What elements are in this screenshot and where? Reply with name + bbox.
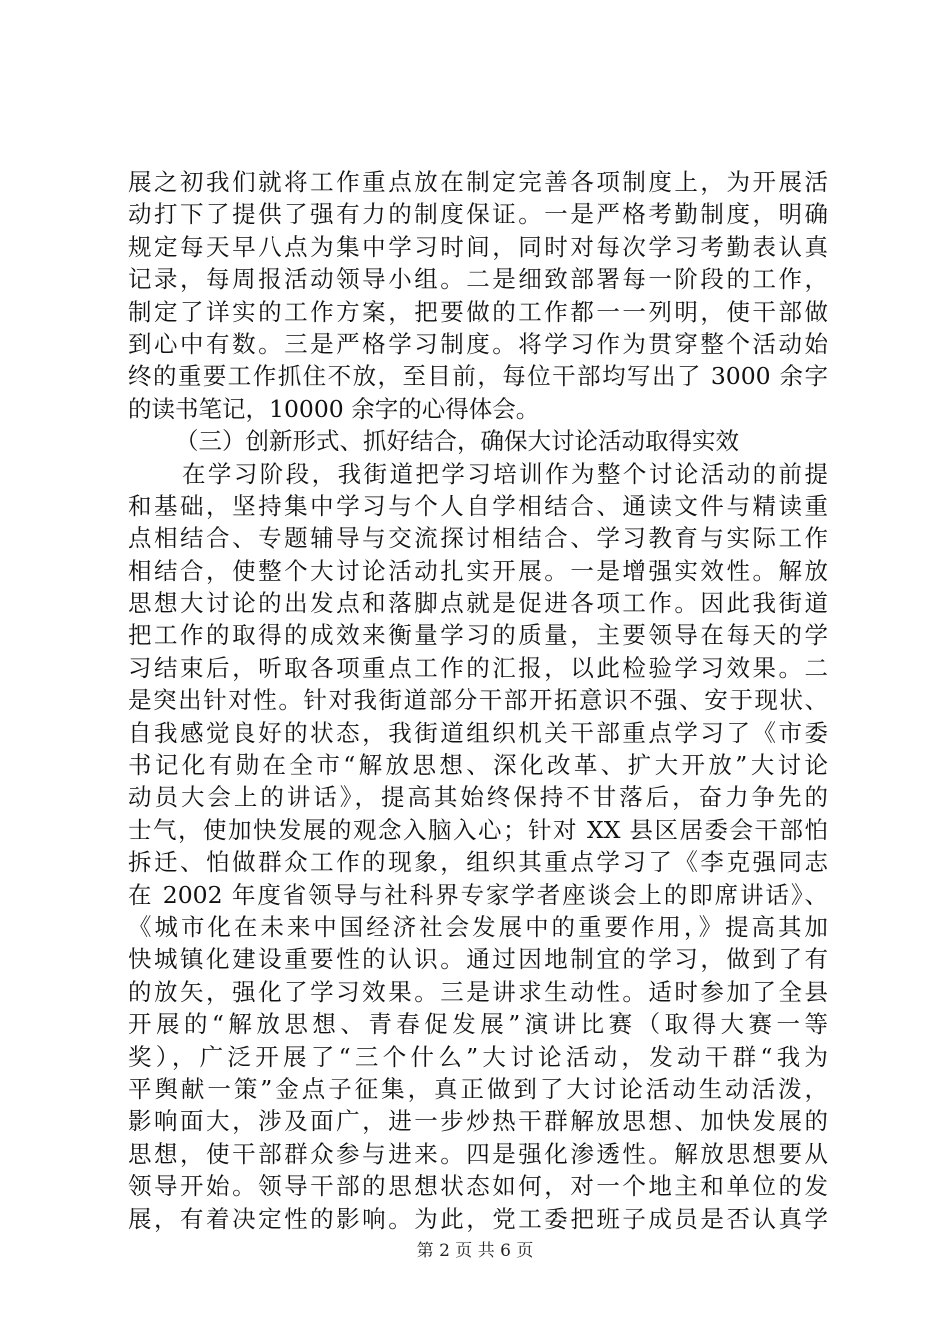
page-number-footer: 第 2 页 共 6 页: [416, 1241, 534, 1261]
text-line: 拆迁、怕做群众工作的现象，组织其重点学习了《李克强同志: [128, 848, 828, 877]
text-line: 书记化有勋在全市“解放思想、深化改革、扩大开放”大讨论: [128, 751, 828, 780]
text-line: 开展的“解放思想、青春促发展”演讲比赛（取得大赛一等: [128, 1010, 828, 1039]
text-line: 到心中有数。三是严格学习制度。将学习作为贯穿整个活动始: [128, 329, 828, 358]
text-line: 规定每天早八点为集中学习时间，同时对每次学习考勤表认真: [128, 232, 828, 261]
text-line: 影响面大，涉及面广，进一步炒热干群解放思想、加快发展的: [128, 1107, 828, 1136]
text-line: 的读书笔记，10000 余字的心得体会。: [128, 394, 540, 423]
text-line: 制定了详实的工作方案，把要做的工作都一一列明，使干部做: [128, 297, 828, 326]
section-heading: （三）创新形式、抓好结合，确保大讨论活动取得实效: [175, 427, 739, 456]
text-line: 在 2002 年度省领导与社科界专家学者座谈会上的即席讲话》、: [128, 880, 828, 909]
text-line: 点相结合、专题辅导与交流探讨相结合、学习教育与实际工作: [128, 524, 828, 553]
text-line: 在学习阶段，我街道把学习培训作为整个讨论活动的前提: [182, 459, 828, 488]
text-line: 和基础，坚持集中学习与个人自学相结合、通读文件与精读重: [128, 491, 828, 520]
text-line: 展，有着决定性的影响。为此，党工委把班子成员是否认真学: [128, 1204, 828, 1233]
text-line: 动打下了提供了强有力的制度保证。一是严格考勤制度，明确: [128, 200, 828, 229]
text-line: 习结束后，听取各项重点工作的汇报，以此检验学习效果。二: [128, 653, 828, 682]
text-line: 平舆献一策”金点子征集，真正做到了大讨论活动生动活泼，: [128, 1074, 828, 1103]
text-line: 士气，使加快发展的观念入脑入心；针对 XX 县区居委会干部怕: [128, 815, 828, 844]
text-line: 终的重要工作抓住不放，至目前，每位干部均写出了 3000 余字: [128, 362, 828, 391]
text-line: 的放矢，强化了学习效果。三是讲求生动性。适时参加了全县: [128, 977, 828, 1006]
text-line: 相结合，使整个大讨论活动扎实开展。一是增强实效性。解放: [128, 556, 828, 585]
text-line: 把工作的取得的成效来衡量学习的质量，主要领导在每天的学: [128, 621, 828, 650]
text-line: 是突出针对性。针对我街道部分干部开拓意识不强、安于现状、: [128, 686, 828, 715]
document-body: [128, 166, 828, 1235]
text-line: 思想大讨论的出发点和落脚点就是促进各项工作。因此我街道: [128, 589, 828, 618]
text-line: 领导开始。领导干部的思想状态如何，对一个地主和单位的发: [128, 1172, 828, 1201]
text-line: 展之初我们就将工作重点放在制定完善各项制度上，为开展活: [128, 168, 828, 196]
text-line: 自我感觉良好的状态，我街道组织机关干部重点学习了《市委: [128, 718, 828, 747]
text-line: 《城市化在未来中国经济社会发展中的重要作用，》提高其加: [128, 912, 828, 941]
text-line: 记录，每周报活动领导小组。二是细致部署每一阶段的工作，: [128, 265, 828, 294]
text-line: 快城镇化建设重要性的认识。通过因地制宜的学习，做到了有: [128, 945, 828, 974]
text-line: 动员大会上的讲话》，提高其始终保持不甘落后，奋力争先的: [128, 783, 828, 812]
text-line: 思想，使干部群众参与进来。四是强化渗透性。解放思想要从: [128, 1139, 828, 1168]
text-line: 奖），广泛开展了“三个什么”大讨论活动，发动干群“我为: [128, 1042, 828, 1071]
